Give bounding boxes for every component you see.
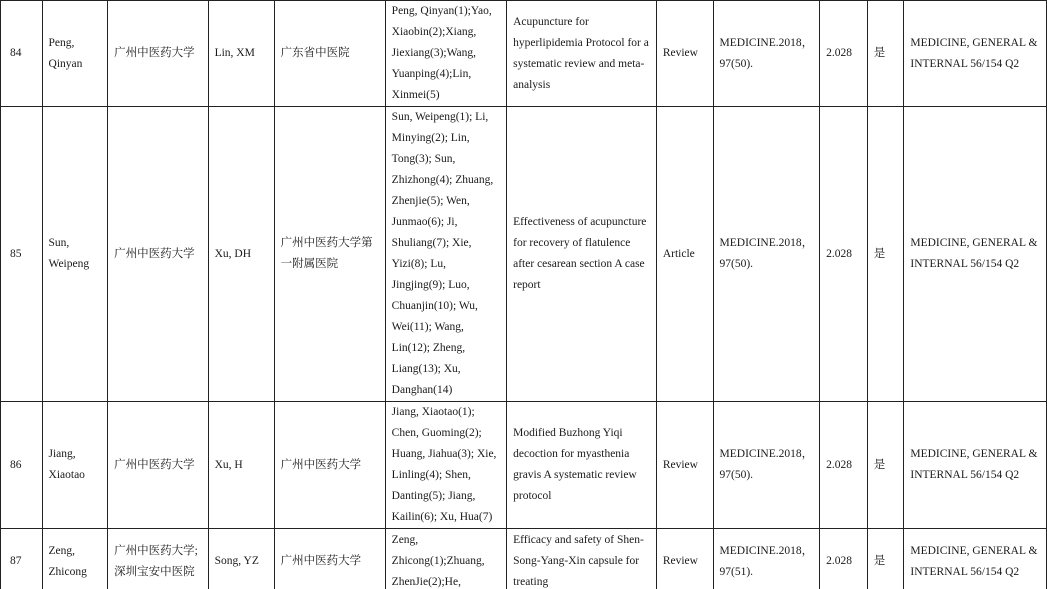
table-row [1, 402, 1047, 529]
row-number: 87 [1, 529, 43, 589]
flag: 是 [867, 1, 904, 107]
document-type: Review [656, 1, 713, 107]
first-author: Sun, Weipeng [42, 107, 108, 402]
row-number: 84 [1, 1, 43, 107]
first-author: Jiang, Xiaotao [42, 402, 108, 529]
source: MEDICINE.2018，97(50). [713, 1, 820, 107]
corresponding-author: Xu, H [208, 402, 274, 529]
corresponding-author: Song, YZ [208, 529, 274, 589]
first-affiliation: 广州中医药大学 [108, 107, 208, 402]
impact-factor: 2.028 [820, 529, 868, 589]
paper-title: Efficacy and safety of Shen-Song-Yang-Xin capsule for treating [507, 529, 657, 589]
flag: 是 [867, 107, 904, 402]
corresponding-affiliation: 广东省中医院 [274, 1, 385, 107]
all-authors: Peng, Qinyan(1);Yao, Xiaobin(2);Xiang, Jiexiang(3);Wang, Yuanping(4);Lin, Xinmei(5) [385, 1, 506, 107]
jcr-category: MEDICINE, GENERAL & INTERNAL 56/154 Q2 [904, 529, 1047, 589]
first-author: Zeng, Zhicong [42, 529, 108, 589]
table-row [1, 107, 1047, 402]
impact-factor: 2.028 [820, 1, 868, 107]
document-type: Review [656, 529, 713, 589]
impact-factor: 2.028 [820, 107, 868, 402]
first-affiliation: 广州中医药大学;深圳宝安中医院 [108, 529, 208, 589]
jcr-category: MEDICINE, GENERAL & INTERNAL 56/154 Q2 [904, 1, 1047, 107]
corresponding-author: Lin, XM [208, 1, 274, 107]
flag: 是 [867, 529, 904, 589]
all-authors: Zeng, Zhicong(1);Zhuang, ZhenJie(2);He, [385, 529, 506, 589]
flag: 是 [867, 402, 904, 529]
source: MEDICINE.2018，97(50). [713, 402, 820, 529]
jcr-category: MEDICINE, GENERAL & INTERNAL 56/154 Q2 [904, 107, 1047, 402]
first-affiliation: 广州中医药大学 [108, 402, 208, 529]
table-row [1, 1, 1047, 107]
row-number: 85 [1, 107, 43, 402]
all-authors: Sun, Weipeng(1); Li, Minying(2); Lin, Tong(3); Sun, Zhizhong(4); Zhuang, Zhenjie(5); Wen, Junmao(6); Ji, Shuliang(7); Xie, Yizi(8); Lu, Jingjing(9); Luo, Chuanjin(10); Wu, Wei(11); Wang, Lin(12); Zheng, Liang(13); Xu, Danghan(14) [385, 107, 506, 402]
first-affiliation: 广州中医药大学 [108, 1, 208, 107]
paper-title: Acupuncture for hyperlipidemia Protocol for a systematic review and meta-analysis [507, 1, 657, 107]
document-type: Article [656, 107, 713, 402]
corresponding-author: Xu, DH [208, 107, 274, 402]
paper-title: Effectiveness of acupuncture for recovery of flatulence after cesarean section A case report [507, 107, 657, 402]
corresponding-affiliation: 广州中医药大学 [274, 402, 385, 529]
corresponding-affiliation: 广州中医药大学第一附属医院 [274, 107, 385, 402]
row-number: 86 [1, 402, 43, 529]
first-author: Peng, Qinyan [42, 1, 108, 107]
all-authors: Jiang, Xiaotao(1); Chen, Guoming(2); Huang, Jiahua(3); Xie, Linling(4); Shen, Danting(5); Jiang, Kailin(6); Xu, Hua(7) [385, 402, 506, 529]
source: MEDICINE.2018，97(51). [713, 529, 820, 589]
impact-factor: 2.028 [820, 402, 868, 529]
document-type: Review [656, 402, 713, 529]
table-row [1, 529, 1047, 589]
paper-title: Modified Buzhong Yiqi decoction for myasthenia gravis A systematic review protocol [507, 402, 657, 529]
jcr-category: MEDICINE, GENERAL & INTERNAL 56/154 Q2 [904, 402, 1047, 529]
corresponding-affiliation: 广州中医药大学 [274, 529, 385, 589]
source: MEDICINE.2018，97(50). [713, 107, 820, 402]
